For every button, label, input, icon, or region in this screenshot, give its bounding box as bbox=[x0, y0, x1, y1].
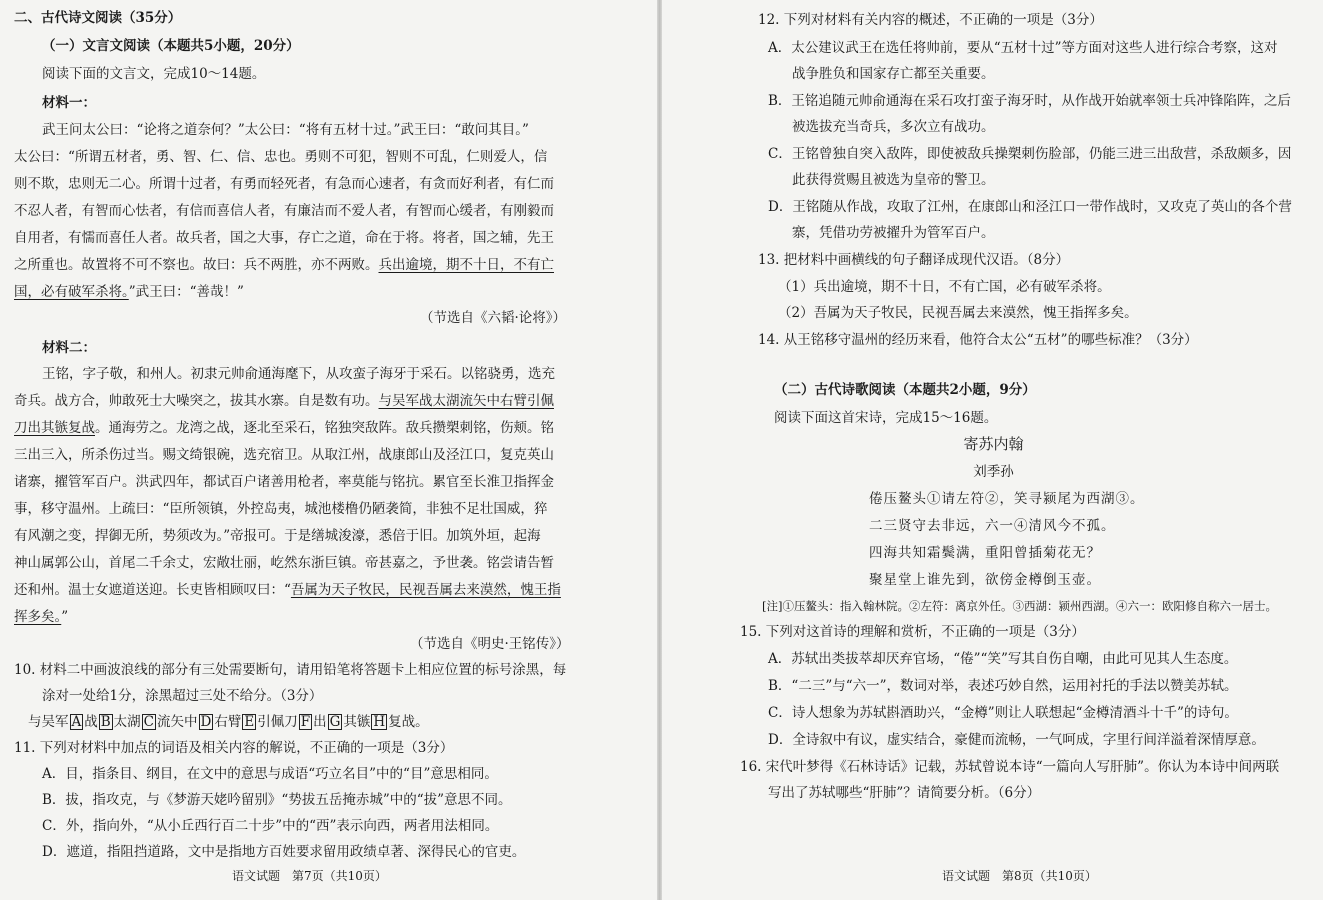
break-option-box[interactable]: G bbox=[329, 714, 341, 730]
wavy-underlined-text: 刀出其镞复战 bbox=[14, 420, 95, 436]
underlined-sentence: 国，必有破军杀将。 bbox=[14, 284, 129, 300]
question-12-option-cont: 寨，凭借功劳被擢升为管军百户。 bbox=[792, 225, 995, 241]
question-10-cont: 涂对一处给1分，涂黑超过三处不给分。（3分） bbox=[42, 688, 323, 704]
break-option-box[interactable]: H bbox=[373, 714, 386, 730]
material-1-line: 自用者，有懦而喜任人者。故兵者，国之大事，存亡之道，命在于将。将者，国之辅，先王 bbox=[14, 230, 554, 246]
material-2-line: 有风潮之变，捍御无所，势须改为。”帝报可。于是缮城浚濠，悉倍于旧。加筑外垣，起海 bbox=[14, 528, 541, 544]
question-10-segments: 与吴军 A 战 B 太湖 C 流矢中 D 右臂 E 引佩刀 F 出 G 其镞 H 复战。 bbox=[28, 714, 429, 730]
question-12-option-cont: 被选拔充当奇兵，多次立有战功。 bbox=[792, 119, 995, 135]
page-footer: 语文试题 第7页（共10页） bbox=[232, 869, 387, 883]
question-12-option: B．王铭追随元帅俞通海在采石攻打蛮子海牙时，从作战开始就率领士兵冲锋陷阵，之后 bbox=[768, 93, 1291, 109]
page-8 bbox=[664, 0, 1323, 900]
subsection-heading-poetry: （二）古代诗歌阅读（本题共2小题，9分） bbox=[774, 382, 1036, 398]
material-1-line: 太公曰：“所谓五材者，勇、智、仁、信、忠也。勇则不可犯，智则不可乱，仁则爱人，信 bbox=[14, 149, 548, 165]
material-2-line: 神山属郭公山，首尾二千余丈，宏敞壮丽，屹然东浙巨镇。帝甚嘉之，予世袭。铭尝请告暂 bbox=[14, 555, 554, 571]
source-citation: （节选自《明史·王铭传》） bbox=[410, 636, 570, 652]
question-12-option: C．王铭曾独自突入敌阵，即使被敌兵操槊刺伤脸部，仍能三进三出敌营，杀敌颇多，因 bbox=[768, 146, 1292, 162]
material-2-line: 奇兵。战方合，帅敢死士大噪突之，拔其水寨。自是数有功。与吴军战太湖流矢中右臂引佩 bbox=[14, 393, 554, 409]
question-13-item-2: （2）吾属为天子牧民，民视吾属去来漠然，愧王指挥多矣。 bbox=[778, 305, 1138, 321]
page-footer: 语文试题 第8页（共10页） bbox=[942, 869, 1097, 883]
question-12-option: A．太公建议武王在选任将帅前，要从“五材十过”等方面对这些人进行综合考察，这对 bbox=[768, 40, 1278, 56]
material-1-line: 不忍人者，有智而心怯者，有信而喜信人者，有廉洁而不爱人者，有智而心缓者，有刚毅而 bbox=[14, 203, 554, 219]
question-14: 14. 从王铭移守温州的经历来看，他符合太公“五材”的哪些标准？（3分） bbox=[758, 332, 1198, 348]
underlined-sentence: 吾属为天子牧民，民视吾属去来漠然，愧王指 bbox=[290, 582, 561, 598]
material-2-line: 还和州。温士女遮道送迎。长吏皆相顾叹曰：“吾属为天子牧民，民视吾属去来漠然，愧王指 bbox=[14, 582, 561, 598]
question-12-option-cont: 战争胜负和国家存亡都至关重要。 bbox=[792, 66, 995, 82]
underlined-sentence: 兵出逾境，期不十日，不有亡 bbox=[378, 257, 554, 273]
poem-title: 寄苏内翰 bbox=[963, 435, 1024, 453]
question-11: 11. 下列对材料中加点的词语及相关内容的解说，不正确的一项是（3分） bbox=[14, 740, 454, 756]
source-citation: （节选自《六韬·论将》） bbox=[420, 310, 567, 326]
material-2-line: 王铭，字子敬，和州人。初隶元帅俞通海麾下，从攻蛮子海牙于采石。以铭骁勇，选充 bbox=[42, 366, 555, 382]
material-2-line: 事，移守温州。上疏曰：“臣所领镇，外控岛夷，城池楼橹仍陋袭简，非独不足壮国威，猝 bbox=[14, 501, 548, 517]
break-option-box[interactable]: B bbox=[100, 714, 111, 730]
question-15-option-c: C．诗人想象为苏轼斟酒助兴，“金樽”则让人联想起“金樽清酒斗十千”的诗句。 bbox=[768, 705, 1238, 721]
question-12: 12. 下列对材料有关内容的概述，不正确的一项是（3分） bbox=[758, 12, 1103, 28]
wavy-underlined-text: 与吴军战太湖流矢中右臂引佩 bbox=[378, 393, 554, 409]
subsection-heading: （一）文言文阅读（本题共5小题，20分） bbox=[42, 38, 300, 54]
poem-line: 四海共知霜鬓满，重阳曾插菊花无？ bbox=[869, 545, 1101, 561]
question-12-option: D．王铭随从作战，攻取了江州，在康郎山和泾江口一带作战时，又攻克了英山的各个营 bbox=[768, 199, 1292, 215]
question-15-option-d: D．全诗叙中有议，虚实结合，豪健而流畅，一气呵成，字里行间洋溢着深情厚意。 bbox=[768, 732, 1265, 748]
material-1-line: 国，必有破军杀将。”武王曰：“善哉！” bbox=[14, 284, 244, 300]
question-11-option-a: A．目，指条目、纲目，在文中的意思与成语“巧立名目”中的“目”意思相同。 bbox=[42, 766, 498, 782]
material-1-line: 武王问太公曰：“论将之道奈何？”太公曰：“将有五材十过。”武王曰：“敢问其目。” bbox=[42, 122, 529, 138]
question-11-option-b: B．拔，指攻克，与《梦游天姥吟留别》“势拔五岳掩赤城”中的“拔”意思不同。 bbox=[42, 792, 512, 808]
poem-author: 刘季孙 bbox=[973, 464, 1014, 480]
poem-line: 聚星堂上谁先到，欲傍金樽倒玉壶。 bbox=[869, 572, 1101, 588]
break-option-box[interactable]: E bbox=[244, 714, 255, 730]
question-10: 10. 材料二中画波浪线的部分有三处需要断句，请用铅笔将答题卡上相应位置的标号涂黑，每 bbox=[14, 662, 567, 678]
question-11-option-c: C．外，指向外，“从小丘西行百二十步”中的“西”表示向西，两者用法相同。 bbox=[42, 818, 499, 834]
question-11-option-d: D．遮道，指阻挡道路，文中是指地方百姓要求留用政绩卓著、深得民心的官吏。 bbox=[42, 844, 526, 860]
break-option-box[interactable]: F bbox=[300, 714, 311, 730]
section-heading: 二、古代诗文阅读（35分） bbox=[14, 10, 182, 26]
break-option-box[interactable]: A bbox=[71, 714, 82, 730]
material-1-line: 则不欺，忠则无二心。所谓十过者，有勇而轻死者，有急而心速者，有贪而好利者，有仁而 bbox=[14, 176, 554, 192]
poem-line: 倦压鳌头①请左符②，笑寻颍尾为西湖③。 bbox=[869, 491, 1145, 507]
material-2-line: 诸寨，擢管军百户。洪武四年，都试百户诸善用枪者，率莫能与铭抗。累官至长淮卫指挥金 bbox=[14, 474, 554, 490]
material-2-line: 三出三入，所杀伤过当。赐文绮银碗，选充宿卫。从取江州，战康郎山及泾江口，复克英山 bbox=[14, 447, 554, 463]
question-15-option-b: B．“二三”与“六一”，数词对举，表述巧妙自然，运用衬托的手法以赞美苏轼。 bbox=[768, 678, 1238, 694]
material-1-label: 材料一： bbox=[42, 95, 96, 111]
poetry-intro: 阅读下面这首宋诗，完成15～16题。 bbox=[774, 410, 998, 426]
break-option-box[interactable]: C bbox=[143, 714, 155, 730]
page-fold-divider bbox=[657, 0, 662, 900]
material-2-label: 材料二： bbox=[42, 340, 96, 356]
material-1-line: 之所重也。故置将不可不察也。故曰：兵不两胜，亦不两败。兵出逾境，期不十日，不有亡 bbox=[14, 257, 554, 273]
question-16: 16. 宋代叶梦得《石林诗话》记载，苏轼曾说本诗“一篇向人写肝肺”。你认为本诗中间两联 bbox=[740, 759, 1280, 775]
page-7 bbox=[0, 0, 655, 900]
poem-line: 二三贤守去非远，六一④清风今不孤。 bbox=[869, 518, 1116, 534]
question-15-option-a: A．苏轼出类拔萃却厌弃官场，“倦”“笑”写其自伤自嘲，由此可见其人生态度。 bbox=[768, 651, 1238, 667]
break-option-box[interactable]: D bbox=[200, 714, 212, 730]
question-13: 13. 把材料中画横线的句子翻译成现代汉语。（8分） bbox=[758, 252, 1070, 268]
question-15: 15. 下列对这首诗的理解和赏析，不正确的一项是（3分） bbox=[740, 624, 1085, 640]
question-13-item-1: （1）兵出逾境，期不十日，不有亡国，必有破军杀将。 bbox=[778, 279, 1111, 295]
material-2-line: 刀出其镞复战。通海劳之。龙湾之战，逐北至采石，铭独突敌阵。敌兵攒槊刺铭，伤颊。铭 bbox=[14, 420, 554, 436]
question-16-cont: 写出了苏轼哪些“肝肺”？请简要分析。（6分） bbox=[768, 785, 1041, 801]
poem-note: [注]①压鳌头：指入翰林院。②左符：离京外任。③西湖：颍州西湖。④六一：欧阳修自称六一居士。 bbox=[762, 599, 1277, 613]
material-2-line: 挥多矣。” bbox=[14, 609, 69, 625]
reading-intro: 阅读下面的文言文，完成10～14题。 bbox=[42, 66, 266, 82]
question-12-option-cont: 此获得赏赐且被选为皇帝的警卫。 bbox=[792, 172, 995, 188]
underlined-sentence: 挥多矣。 bbox=[14, 609, 62, 625]
